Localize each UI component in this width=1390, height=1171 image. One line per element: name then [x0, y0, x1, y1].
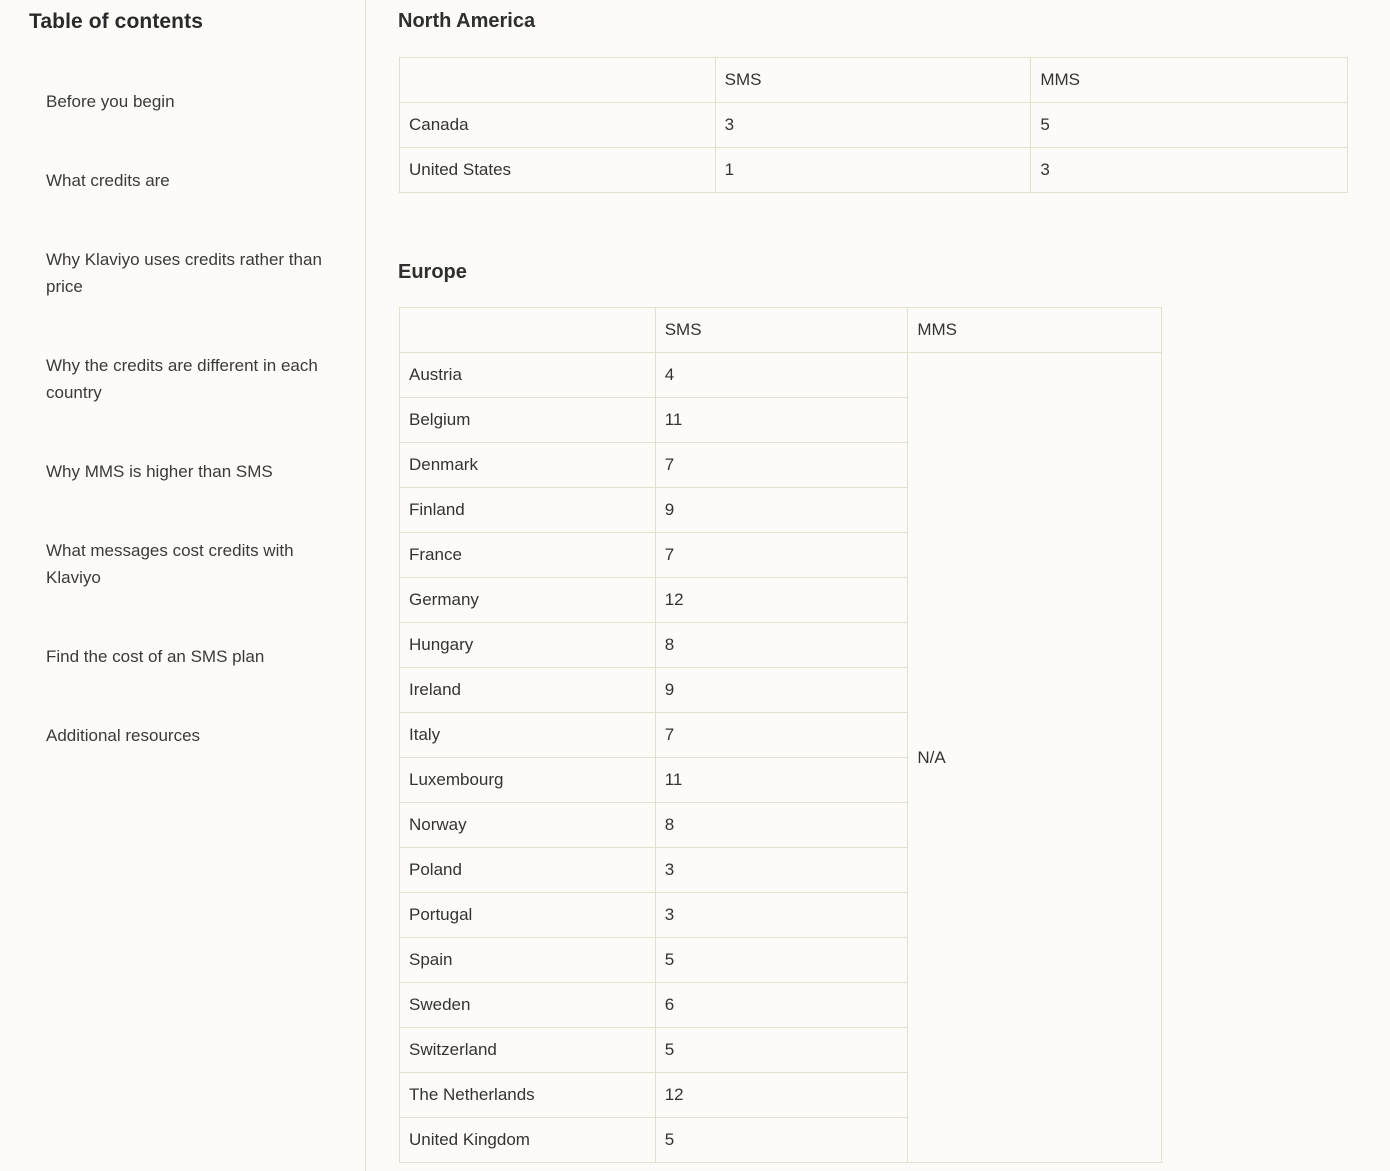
toc-list — [46, 88, 326, 801]
toc-link-what-messages-cost[interactable]: What messages cost credits with Klaviyo — [46, 541, 294, 587]
header-mms: MMS — [1031, 58, 1348, 103]
country-cell: Hungary — [400, 623, 656, 668]
country-cell: Luxembourg — [400, 758, 656, 803]
country-cell: Finland — [400, 488, 656, 533]
mms-cell: 5 — [1031, 103, 1348, 148]
sms-cell: 5 — [655, 1028, 908, 1073]
sms-cell: 9 — [655, 668, 908, 713]
sms-cell: 5 — [655, 938, 908, 983]
country-cell: Portugal — [400, 893, 656, 938]
header-country — [400, 308, 656, 353]
country-cell: Canada — [400, 103, 716, 148]
europe-table — [399, 307, 1162, 1163]
toc-link-find-cost[interactable]: Find the cost of an SMS plan — [46, 647, 265, 666]
toc-link-before-you-begin[interactable]: Before you begin — [46, 92, 175, 111]
sms-cell: 8 — [655, 803, 908, 848]
table-header-row — [400, 308, 1162, 353]
country-cell: Poland — [400, 848, 656, 893]
table-row — [400, 148, 1348, 193]
country-cell: Spain — [400, 938, 656, 983]
country-cell: United States — [400, 148, 716, 193]
sms-cell: 6 — [655, 983, 908, 1028]
sms-cell: 11 — [655, 398, 908, 443]
country-cell: Norway — [400, 803, 656, 848]
country-cell: United Kingdom — [400, 1118, 656, 1163]
north-america-table — [399, 57, 1348, 193]
table-row — [400, 353, 1162, 398]
sms-cell: 8 — [655, 623, 908, 668]
europe-heading: Europe — [398, 261, 467, 283]
country-cell: Sweden — [400, 983, 656, 1028]
sms-cell: 3 — [655, 893, 908, 938]
country-cell: Switzerland — [400, 1028, 656, 1073]
header-country — [400, 58, 716, 103]
toc-link-why-mms-higher[interactable]: Why MMS is higher than SMS — [46, 462, 273, 481]
sms-cell: 7 — [655, 443, 908, 488]
sms-cell: 1 — [715, 148, 1031, 193]
toc-title: Table of contents — [29, 10, 203, 33]
header-mms: MMS — [908, 308, 1162, 353]
sms-cell: 9 — [655, 488, 908, 533]
toc-link-additional-resources[interactable]: Additional resources — [46, 726, 201, 745]
country-cell: Italy — [400, 713, 656, 758]
toc-link-what-credits-are[interactable]: What credits are — [46, 171, 170, 190]
sms-cell: 7 — [655, 533, 908, 578]
country-cell: Belgium — [400, 398, 656, 443]
header-sms: SMS — [655, 308, 908, 353]
country-cell: Denmark — [400, 443, 656, 488]
sms-cell: 12 — [655, 1073, 908, 1118]
sms-cell: 3 — [715, 103, 1031, 148]
toc-link-why-credits-differ[interactable]: Why the credits are different in each country — [46, 356, 318, 402]
country-cell: France — [400, 533, 656, 578]
mms-cell: 3 — [1031, 148, 1348, 193]
country-cell: Germany — [400, 578, 656, 623]
header-sms: SMS — [715, 58, 1031, 103]
toc-link-why-credits-not-price[interactable]: Why Klaviyo uses credits rather than price — [46, 250, 322, 296]
sms-cell: 4 — [655, 353, 908, 398]
country-cell: Austria — [400, 353, 656, 398]
table-row — [400, 103, 1348, 148]
table-header-row — [400, 58, 1348, 103]
sms-cell: 11 — [655, 758, 908, 803]
sms-cell: 12 — [655, 578, 908, 623]
sms-cell: 3 — [655, 848, 908, 893]
sms-cell: 5 — [655, 1118, 908, 1163]
north-america-heading: North America — [398, 10, 536, 32]
table-of-contents-sidebar — [0, 0, 366, 1171]
country-cell: The Netherlands — [400, 1073, 656, 1118]
sms-cell: 7 — [655, 713, 908, 758]
mms-na-cell: N/A — [908, 353, 1162, 1163]
country-cell: Ireland — [400, 668, 656, 713]
